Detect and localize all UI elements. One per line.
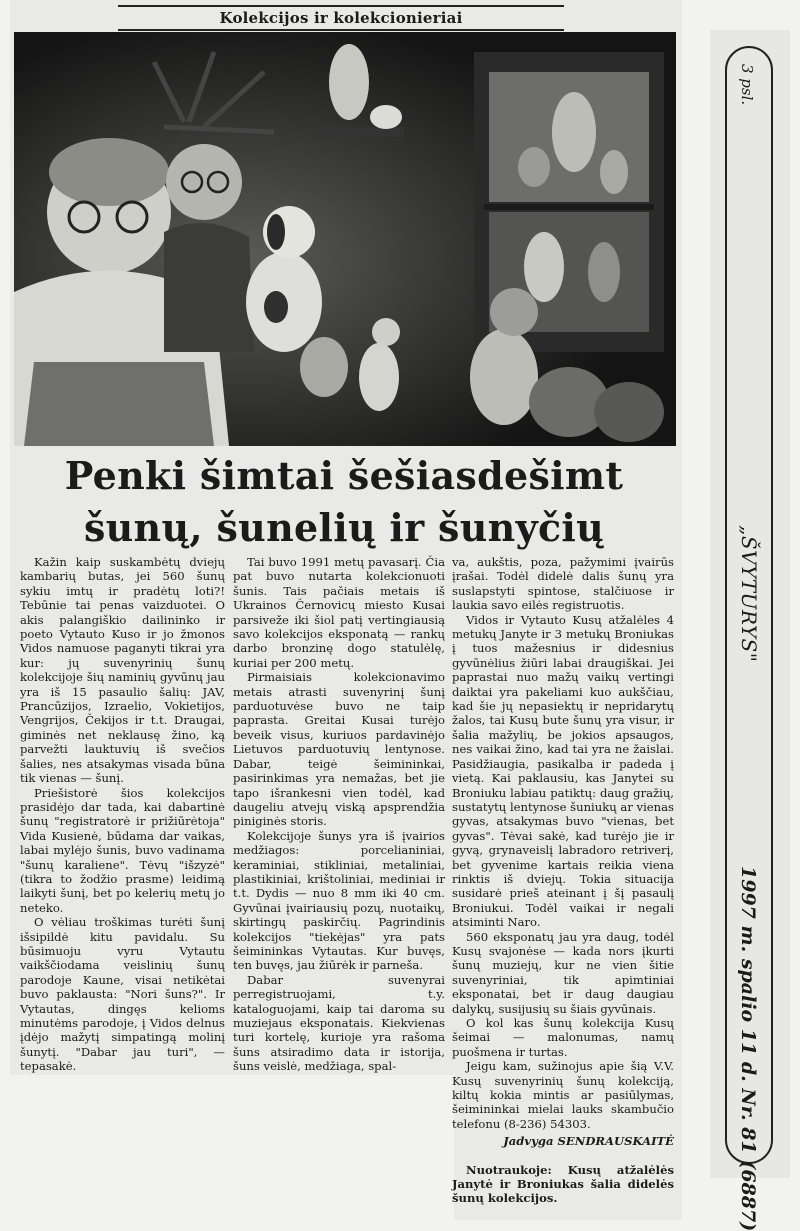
headline-line-2: šunų, šunelių ir šunyčių <box>83 505 605 550</box>
paragraph: va, aukštis, poza, pažymimi įvairūs įrašai. Todėl didelė dalis šunų yra suslapstyti spintose, stalčiuose ir laukia savo eilės registruotis. <box>452 555 674 613</box>
article-column-2 <box>233 555 445 1074</box>
author-byline: Jadvyga SENDRAUSKAITĖ <box>503 1134 674 1149</box>
paragraph: Priešistorė šios kolekcijos prasidėjo dar tada, kai dabartinė šunų "registratorė ir prižiūrėtoja" Vida Kusienė, būdama dar vaikas, labai mylėjo šunis, buvo vadinama "šunų karaliene". Tėvų "išzyzė" (tikra to žodžio prasme) leidimą laikyti šunį, bet po kelerių metų jo neteko. <box>20 785 225 915</box>
article-headline <box>14 450 674 554</box>
paragraph: Vidos ir Vytauto Kusų atžalėles 4 metukų Janyte ir 3 metukų Broniukas į tuos mažesnius ir didesnius gyvūnėlius žiūri labai draugiškai. Jei paprastai nuo mažų vaikų vertingi daiktai yra pakeliami kuo aukščiau, kad šie jų nepasiektų ir nepridarytų žalos, tai Kusų bute šunų yra visur, ir šalia mažylių, be jokios apsaugos, nes vaikai žino, kad tai yra ne žaislai. Pasidžiaugia, pasikalba ir padeda į vietą. Kai paklausiu, kas Janytei su Broniuku labiau patiktų: daug gražių, sustatytų lentynose šuniukų ar vienas gyvas, atsakymas buvo "vienas, bet gyvas". Tėvai sakė, kad turėjo jie ir gyvą, grynaveislį labradoro retriverį, bet gyvenime kartais reikia viena rinktis iš dviejų. Tokia situacija susidarė prieš ateinant į šį pasaulį Broniukui. Todėl vaikai ir negali atsiminti Naro. <box>452 612 674 930</box>
article-column-1 <box>20 555 225 1074</box>
article-column-3 <box>452 555 674 1205</box>
paragraph: Kažin kaip suskambėtų dviejų kambarių butas, jei 560 šunų sykiu imtų ir pradėtų loti?! Tebūnie tai penas vaizduotei. O akis palangiškio dailininko ir poeto Vytauto Kuso ir jo žmonos Vidos namuose paganyti tikrai yra kur: jų suvenyrinių šunų kolekcijoje šių naminių gyvūnų jau yra iš 15 pasaulio šalių: JAV, Prancūzijos, Izraelio, Vokietijos, Vengrijos, Čekijos ir t.t. Draugai, giminės net neklausę žino, ką parvežti lauktuvių iš svečios šalies, nes atsakymas visada būna tik vienas — šunį. <box>20 555 225 786</box>
paragraph: Kolekcijoje šunys yra iš įvairios medžiagos: porcelianiniai, keraminiai, stikliniai, metaliniai, plastikiniai, krištoliniai, mediniai ir t.t. Dydis — nuo 8 mm iki 40 cm. Gyvūnai įvairiausių pozų, nuotaikų, skirtingų paskirčių. Pagrindinis kolekcijos "tiekėjas" yra pats šeimininkas Vytautas. Kur buvęs, ten buvęs, jau žiūrėk ir parneša. <box>233 828 445 973</box>
page-number: 3 psl. <box>738 64 756 106</box>
issue-date: 1997 m. spalio 11 d. Nr. 81 (6887) <box>737 866 759 1231</box>
paragraph: Tai buvo 1991 metų pavasarį. Čia pat buvo nutarta kolekcionuoti šunis. Tais pačiais metais iš Ukrainos Černovicų miesto Kusai parsiveže iki šiol patį vertingiausią savo kolekcijos eksponatą — rankų darbo bronzinę dogo statulėlę, kuriai per 200 metų. <box>233 555 445 670</box>
paragraph: Jeigu kam, sužinojus apie šią V.V. Kusų suvenyrinių šunų kolekciją, kiltų kokia mintis ar pasiūlymas, šeimininkai mielai lauks skambučio telefonu (8-236) 54303. <box>452 1059 674 1131</box>
photo-children-with-dog-figurines <box>14 32 676 446</box>
section-heading: Kolekcijos ir kolekcionieriai <box>118 5 564 31</box>
paragraph: 560 eksponatų jau yra daug, todėl Kusų svajonėse — kada nors įkurti šunų muziejų, kur ne vien šitie suvenyriniai, tik apimtiniai eksponatai, bet ir daug daugiau dalykų, susijusių su šiais gyvūnais. <box>452 929 674 1016</box>
photo-caption: Nuotraukoje: Kusų atžalėlės Janytė ir Broniukas šalia didelės šunų kolekcijos. <box>452 1162 674 1205</box>
headline-line-1: Penki šimtai šešiasdešimt <box>64 453 624 498</box>
paragraph: O vėliau troškimas turėti šunį išsipildė kitu pavidalu. Su būsimuoju vyru Vytautu vaikščiodama veislinių šunų parodoje Kaune, visai netikėtai buvo paklausta: "Nori šuns?". Ir Vytautas, dingęs kelioms minutėms parodoje, į Vidos delnus įdėjo mažytį simpatingą molinį šunytį. "Dabar jau turi", — tepasakė. <box>20 915 225 1074</box>
paragraph: Dabar suvenyrai perregistruojami, t.y. kataloguojami, kaip tai daroma su muziejaus eksponatais. Kiekvienas turi kortelę, kurioje yra rašoma šuns atsiradimo data ir istorija, šuns veislė, medžiaga, spal- <box>233 972 445 1074</box>
newspaper-name: „ŠVYTURYS" <box>737 525 761 663</box>
paragraph: Pirmaisiais kolekcionavimo metais atrasti suvenyrinį šunį parduotuvėse buvo ne taip paprasta. Greitai Kusai turėjo beveik visus, kuriuos pardavinėjo Lietuvos parduotuvių lentynose. Dabar, teigė šeimininkai, pasirinkimas yra nemažas, bet jie tapo išrankesni vien todėl, kad daugeliu atvejų viską apsprendžia piniginės storis. <box>233 670 445 829</box>
paragraph: O kol kas šunų kolekcija Kusų šeimai — malonumas, namų puošmena ir turtas. <box>452 1016 674 1059</box>
